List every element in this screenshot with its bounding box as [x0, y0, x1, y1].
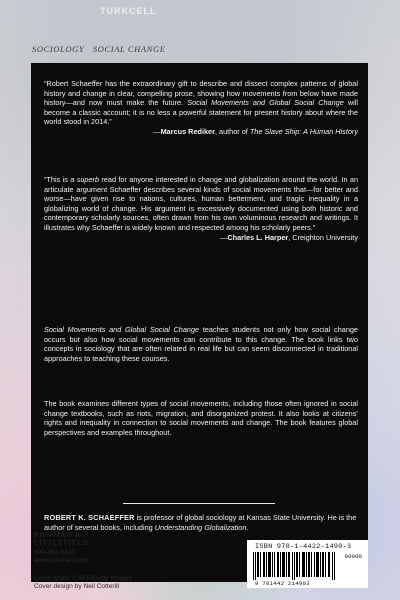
background-sign-text: TURKCELL	[100, 6, 157, 16]
barcode	[247, 540, 368, 588]
publisher-phone: 800-462-6420	[34, 549, 76, 556]
price-code: 90000	[344, 553, 362, 560]
isbn-text: ISBN 978-1-4422-1490-3	[255, 543, 352, 551]
category-secondary: SOCIAL CHANGE	[92, 44, 166, 54]
quote-attribution: —Marcus Rediker, author of The Slave Ship: A Human History	[153, 126, 358, 136]
photo-credit: Cover photo © AFP/Getty Images	[34, 575, 132, 582]
quote-rediker	[44, 79, 358, 137]
category-primary: SOCIOLOGY	[32, 44, 85, 54]
text-panel	[31, 63, 368, 582]
category-line	[32, 44, 172, 54]
author-name: ROBERT K. SCHAEFFER	[44, 513, 135, 522]
publisher-website: www.rowman.com	[34, 557, 88, 565]
author-bio: ROBERT K. SCHAEFFER is professor of global sociology at Kansas State University. He is the author of several books, including Understanding Globalization.	[44, 513, 357, 532]
quote-text: “This is a superb read for anyone interested in change and globalization around the world. In an articulate argument Schaeffer describes several kinds of social movements that—for better and worse—have given rise to nations, cultures, human betterment, and tragic inequality in a globalizing world of change. His argument is excessively documented using both historic and contemporary scholarly sources, often drawn from his own voluminous research and writings. It illustrates why Schaeffer is widely known and respected among his scholarly peers.”	[44, 175, 359, 232]
description-paragraph-2: The book examines different types of social movements, including those often ignored in social change textbooks, such as riots, migration, and disorganized protest. It also looks at citizens’ rights and inequality in connection to social movements and change. The book features global perspectives and examples throughout.	[44, 399, 358, 437]
publisher-contact	[34, 549, 88, 566]
barcode-bars	[253, 552, 337, 580]
cover-credits	[34, 575, 132, 592]
divider	[123, 503, 275, 504]
design-credit: Cover design by Neil Cotterill	[34, 583, 120, 591]
description-paragraph-1: Social Movements and Global Social Change teaches students not only how social change occurs but also how social movements can contribute to this change. The book links two concepts in sociology that are often related in real life but can seem disconnected in traditional approaches to teaching these courses.	[44, 325, 358, 363]
quote-text: “Robert Schaeffer has the extraordinary gift to describe and dissect complex patterns of global history and change in clear, compelling prose, showing how movements from below have made history—and now must make the future. Social Movements and Global Social Change will become a classic account; it is no less a powerful statement for present history about where the world stood in 2014.”	[44, 79, 358, 127]
quote-harper	[44, 175, 358, 242]
quote-attribution: —Charles L. Harper, Creighton University	[220, 232, 358, 242]
publisher-logo: ROWMAN & LITTLEFIELD	[34, 531, 89, 547]
barcode-digits: 9 781442 214903	[255, 580, 310, 587]
